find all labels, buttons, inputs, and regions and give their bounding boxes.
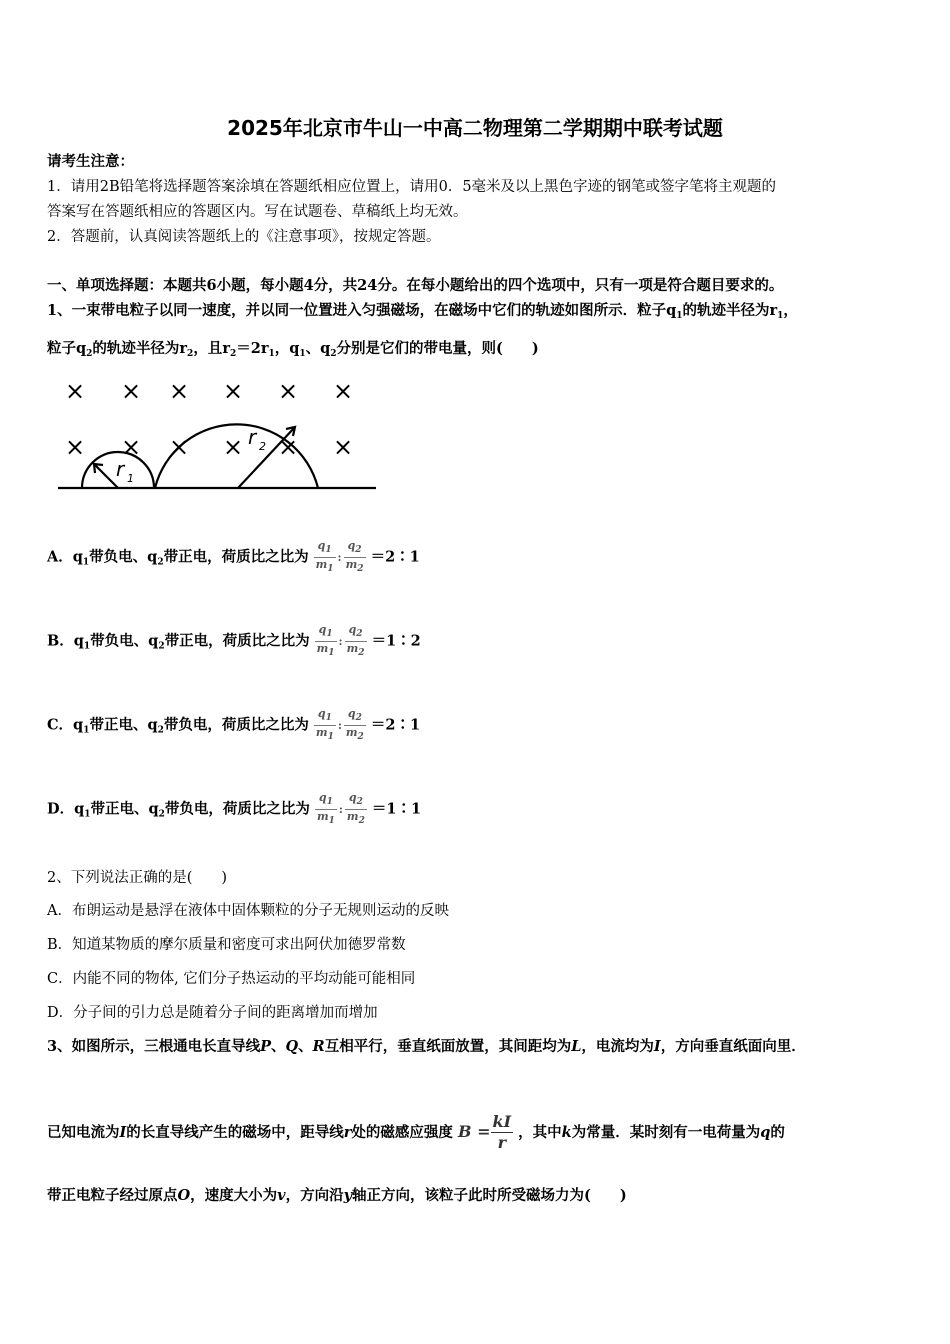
q1-option-c: C．$q_1$带正电、$q_2$带负电，荷质比之比为 $\frac{q_1}{m_1}$ : $\frac{q_2}{m_2}$ ＝2∶1 [47, 707, 421, 742]
q1-magnetic-field-figure [50, 372, 390, 502]
field-cross: × [168, 433, 190, 461]
q2-option-a: A．布朗运动是悬浮在液体中固体颗粒的分子无规则运动的反映 [47, 903, 449, 919]
magnetic-field-formula: B = $\frac{kI}{r}$ [458, 1112, 512, 1152]
q2-option-d: D．分子间的引力总是随着分子间的距离增加而增加 [47, 1005, 378, 1021]
field-cross: × [277, 433, 299, 461]
notice-item-1: 1．请用2B铅笔将选择题答案涂填在答题纸相应位置上，请用0．5毫米及以上黑色字迹的钢笔或签字笔将主观题的 [47, 179, 777, 195]
label-r1: r [116, 457, 125, 481]
q1-option-d: D．$q_1$带正电、$q_2$带负电，荷质比之比为 $\frac{q_1}{m_1}$ : $\frac{q_2}{m_2}$ ＝1∶1 [47, 791, 422, 826]
q3-stem-line1: 3、如图所示，三根通电长直导线P、Q、R互相平行，垂直纸面放置，其间距均为L，电流均为I，方向垂直纸面向里． [47, 1038, 806, 1055]
notice-heading: 请考生注意： [47, 153, 134, 170]
fraction-q2-m2: $\frac{q_2}{m_2}$ [345, 707, 364, 742]
fraction-q2-m2: $\frac{q_2}{m_2}$ [345, 539, 364, 574]
field-cross: × [64, 433, 86, 461]
q1-option-a: A．$q_1$带负电、$q_2$带正电，荷质比之比为 $\frac{q_1}{m_1}$ : $\frac{q_2}{m_2}$ ＝2∶1 [47, 539, 420, 574]
field-cross: × [120, 433, 142, 461]
q2-option-b: B．知道某物质的摩尔质量和密度可求出阿伏加德罗常数 [47, 937, 406, 953]
fraction-q2-m2: $\frac{q_2}{m_2}$ [346, 791, 365, 826]
fraction-q1-m1: $\frac{q_1}{m_1}$ [315, 539, 334, 574]
field-cross: × [222, 377, 244, 405]
label-r1-sub: 1 [127, 472, 134, 485]
q1-option-b: B．$q_1$带负电、$q_2$带正电，荷质比之比为 $\frac{q_1}{m_1}$ : $\frac{q_2}{m_2}$ ＝1∶2 [47, 623, 421, 658]
page-title: 2025年北京市牛山一中高二物理第二学期期中联考试题 [227, 116, 723, 140]
field-cross: × [168, 377, 190, 405]
fraction-q2-m2: $\frac{q_2}{m_2}$ [346, 623, 365, 658]
fraction-q1-m1: $\frac{q_1}{m_1}$ [316, 623, 335, 658]
field-cross: × [332, 377, 354, 405]
field-cross: × [332, 433, 354, 461]
field-cross: × [64, 377, 86, 405]
q2-option-c: C．内能不同的物体, 它们分子热运动的平均动能可能相同 [47, 971, 416, 987]
q3-stem-line3: 带正电粒子经过原点O，速度大小为v，方向沿y轴正方向，该粒子此时所受磁场力为( ) [47, 1187, 627, 1204]
fraction-q1-m1: $\frac{q_1}{m_1}$ [316, 791, 335, 826]
q3-stem-line2: 已知电流为I的长直导线产生的磁场中，距导线r处的磁感应强度 B = $\frac{kI}{r}$ ，其中k为常量．某时刻有一电荷量为q的 [47, 1112, 785, 1152]
q2-stem: 2、下列说法正确的是( ) [47, 870, 228, 886]
field-cross: × [277, 377, 299, 405]
radius-arrow-r1 [94, 464, 118, 488]
notice-item-1-cont: 答案写在答题纸相应的答题区内。写在试题卷、草稿纸上均无效。 [47, 204, 468, 220]
label-r2: r [248, 425, 257, 449]
notice-item-2: 2．答题前，认真阅读答题纸上的《注意事项》，按规定答题。 [47, 229, 441, 245]
q1-stem-line1: 1、一束带电粒子以同一速度，并以同一位置进入匀强磁场，在磁场中它们的轨迹如图所示．粒子$q_1$的轨迹半径为$r_1$， [47, 302, 798, 321]
fraction-q1-m1: $\frac{q_1}{m_1}$ [315, 707, 334, 742]
field-cross: × [120, 377, 142, 405]
field-cross: × [222, 433, 244, 461]
q1-stem-line2: 粒子$q_2$的轨迹半径为$r_2$，且$r_2=2r_1$，$q_1$、$q_2$分别是它们的带电量，则( ) [47, 340, 539, 359]
label-r2-sub: 2 [259, 440, 266, 453]
section-heading: 一、单项选择题：本题共6小题，每小题4分，共24分。在每小题给出的四个选项中，只有一项是符合题目要求的。 [47, 277, 784, 294]
